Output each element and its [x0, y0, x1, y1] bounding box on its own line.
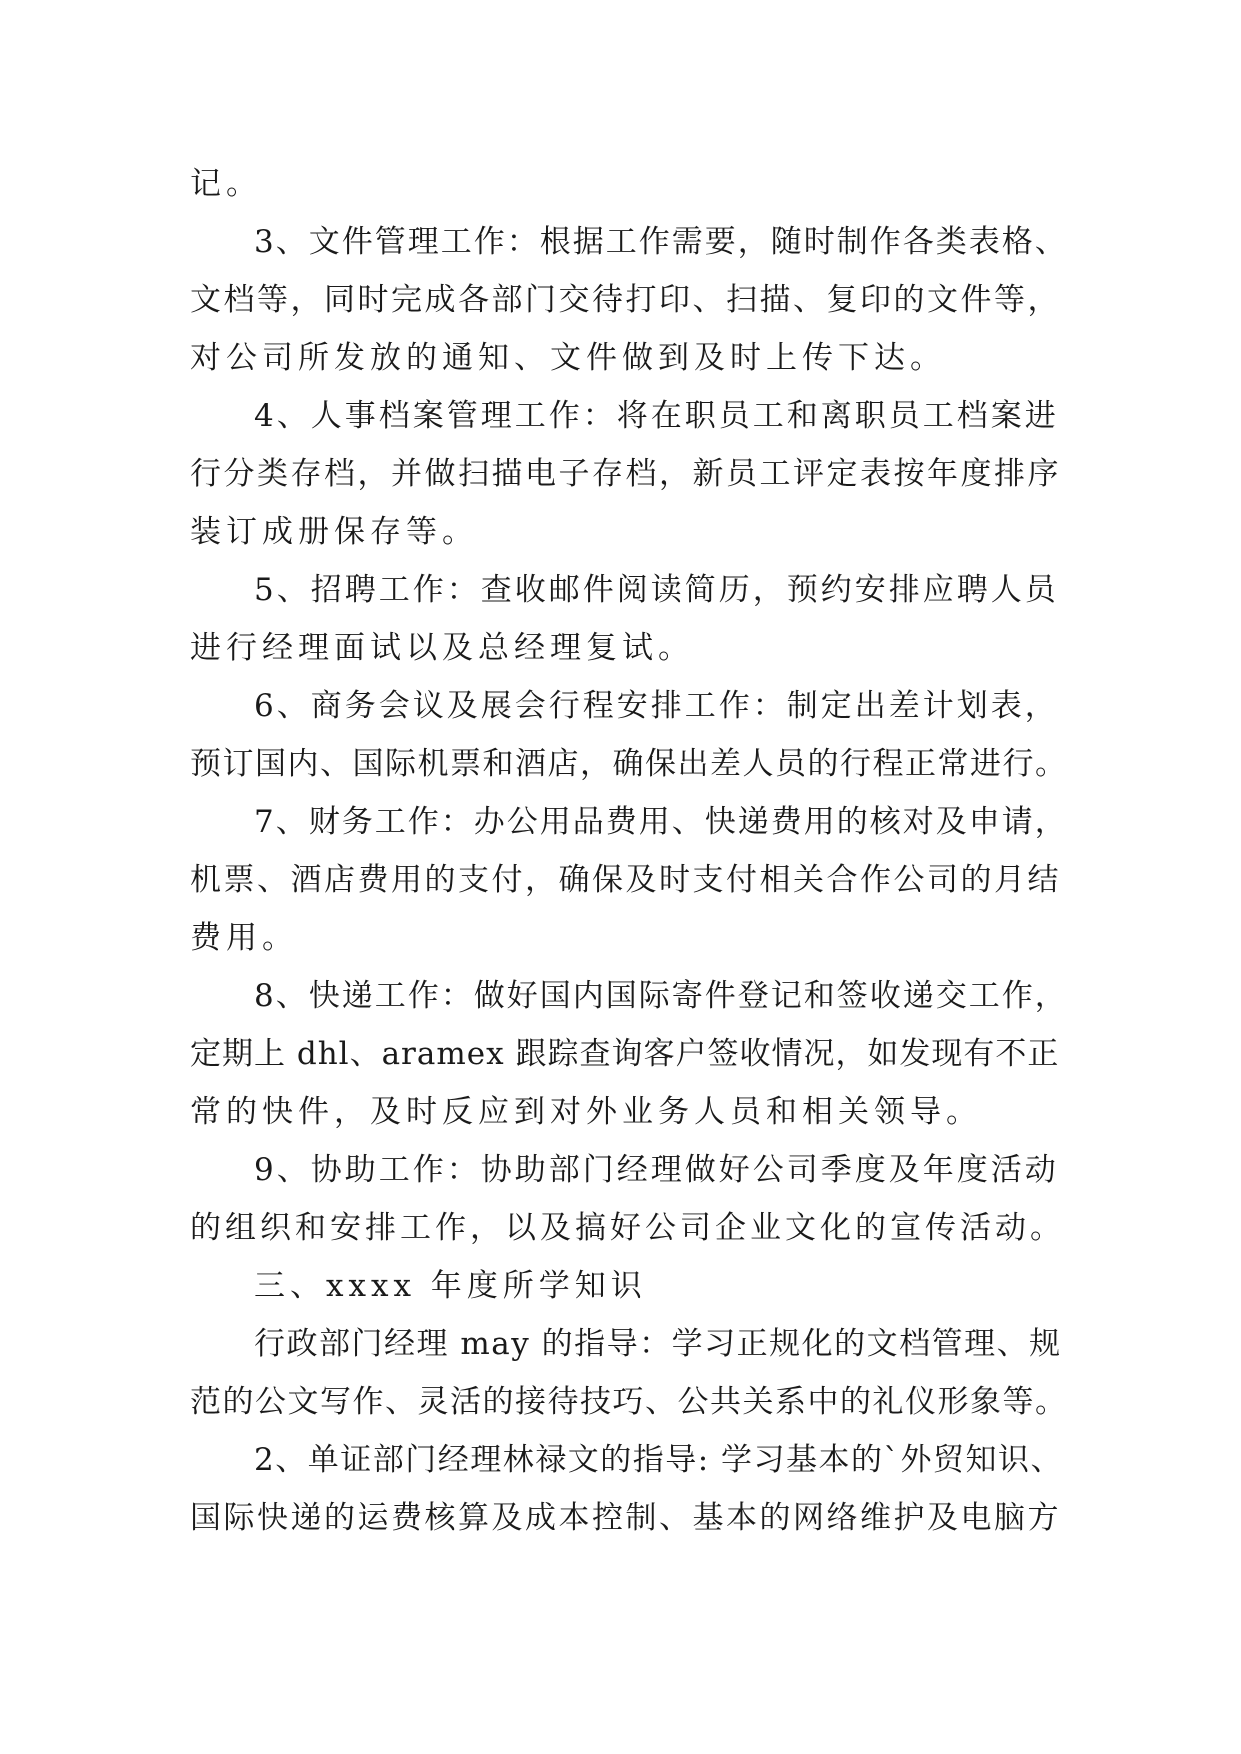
text-line: 的组织和安排工作，以及搞好公司企业文化的宣传活动。 [190, 1210, 1065, 1246]
text-line: 2、单证部门经理林禄文的指导: 学习基本的`外贸知识、 [254, 1442, 1064, 1478]
document-body [190, 155, 1068, 1547]
text-line: 5、招聘工作：查收邮件阅读简历，预约安排应聘人员 [254, 572, 1059, 608]
text-line: 范的公文写作、灵活的接待技巧、公共关系中的礼仪形象等。 [190, 1384, 1068, 1420]
text-line: 进行经理面试以及总经理复试。 [190, 630, 694, 666]
text-line: 国际快递的运费核算及成本控制、基本的网络维护及电脑方 [190, 1500, 1061, 1536]
text-line: 行分类存档，并做扫描电子存档，新员工评定表按年度排序 [190, 456, 1061, 492]
text-line: 3、文件管理工作：根据工作需要，随时制作各类表格、 [254, 224, 1068, 260]
text-line: 对公司所发放的通知、文件做到及时上传下达。 [190, 340, 946, 376]
text-line: 机票、酒店费用的支付，确保及时支付相关合作公司的月结 [190, 862, 1061, 898]
text-line: 预订国内、国际机票和酒店，确保出差人员的行程正常进行。 [190, 746, 1068, 782]
text-line: 6、商务会议及展会行程安排工作：制定出差计划表， [254, 688, 1059, 724]
text-line: 常的快件，及时反应到对外业务人员和相关领导。 [190, 1094, 982, 1130]
text-line: 费用。 [190, 920, 298, 956]
text-line: 记。 [190, 166, 262, 202]
text-line: 文档等，同时完成各部门交待打印、扫描、复印的文件等， [190, 282, 1061, 318]
text-line: 7、财务工作：办公用品费用、快递费用的核对及申请， [254, 804, 1068, 840]
text-line: 4、人事档案管理工作：将在职员工和离职员工档案进 [254, 398, 1059, 434]
text-line: 行政部门经理 may 的指导：学习正规化的文档管理、规 [254, 1326, 1062, 1362]
text-line: 装订成册保存等。 [190, 514, 478, 550]
text-line: 9、协助工作：协助部门经理做好公司季度及年度活动 [254, 1152, 1059, 1188]
text-line: 8、快递工作：做好国内国际寄件登记和签收递交工作， [254, 978, 1068, 1014]
text-line: 定期上 dhl、aramex 跟踪查询客户签收情况，如发现有不正 [190, 1036, 1060, 1072]
text-line: 三、xxxx 年度所学知识 [254, 1268, 647, 1304]
